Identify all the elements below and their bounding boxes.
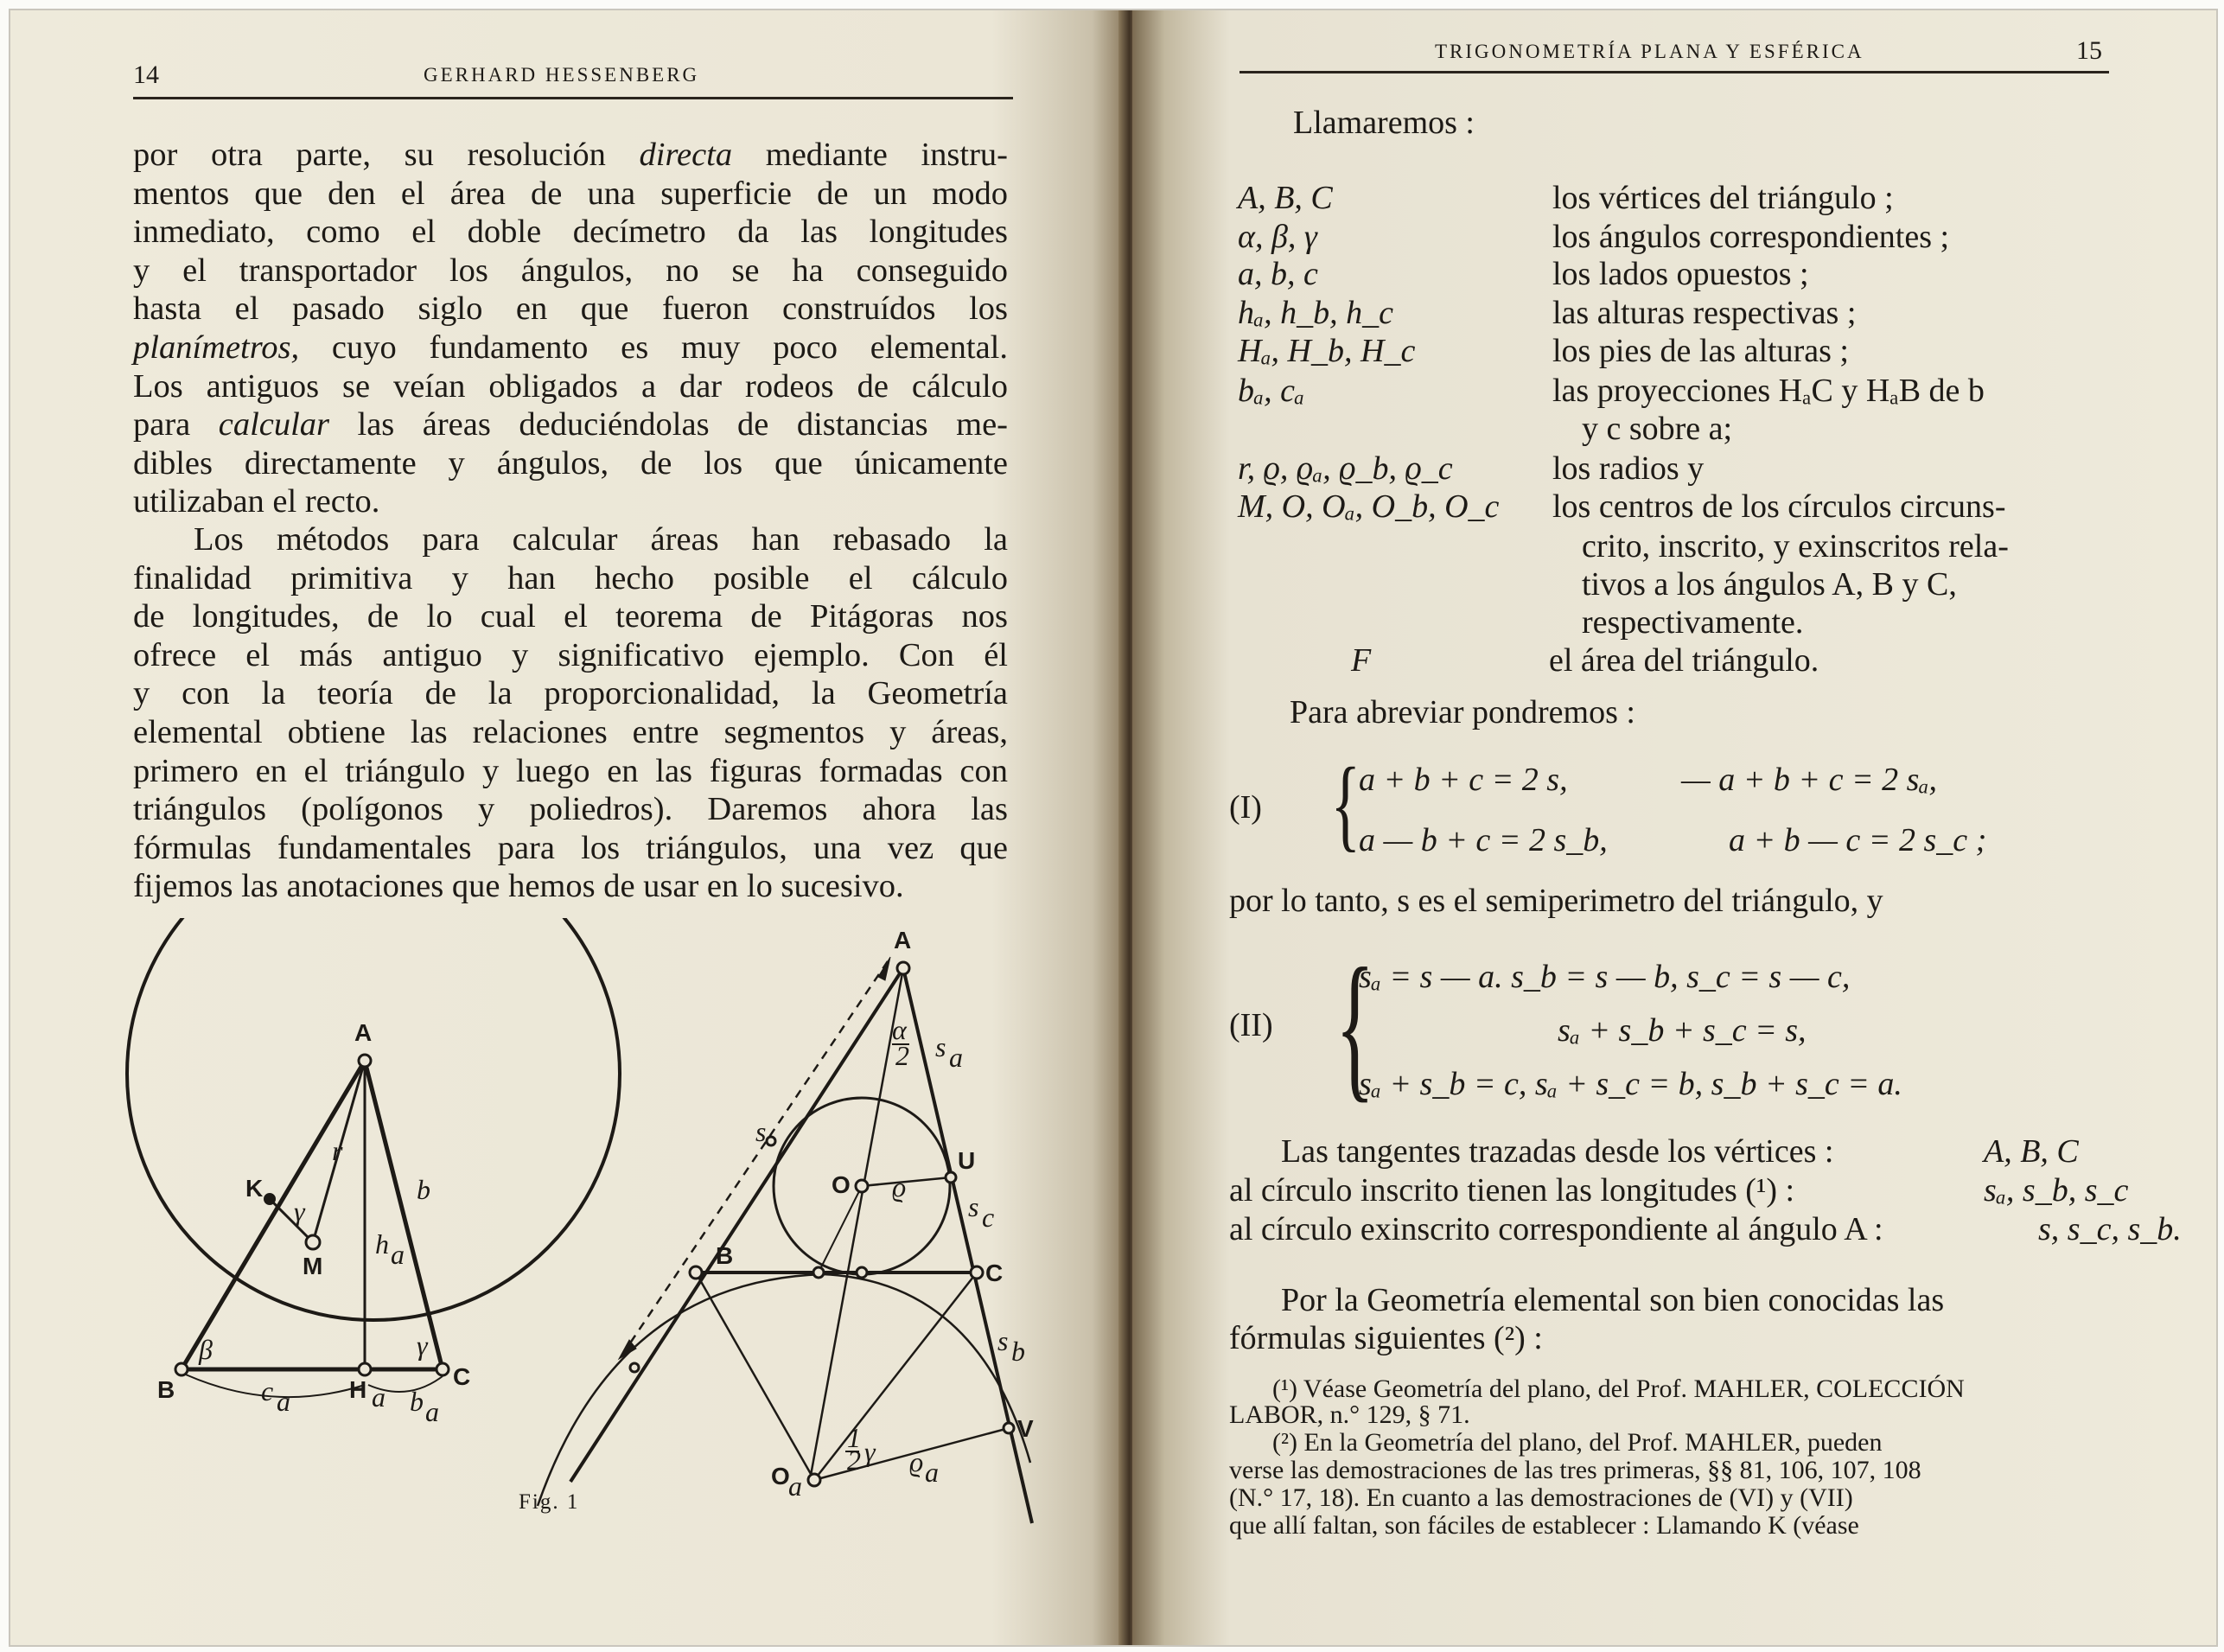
definition-symbols: A, B, C [1238,180,1333,216]
definition-symbols: bₐ, cₐ [1238,373,1305,409]
right-page [1132,10,2216,1645]
paragraph-2-line: de longitudes, de lo cual el teorema de Pitágoras nos [133,598,1008,635]
label-right-A: A [894,927,912,954]
italic-term: planímetros, [133,329,300,366]
label-left-ba: b [410,1386,424,1417]
paragraph-1-line [133,444,1008,482]
line-oa-b [696,1272,814,1480]
footnote-1-line1: (¹) Véase Geometría del plano, del Prof. MAHLER, COLECCIÓN [1272,1375,1965,1403]
eq2-line1: sₐ = s — a. s_b = s — b, s_c = s — c, [1359,959,1851,995]
paragraph-2-line: y con la teoría de la proporcionalidad, la Geometría [133,675,1008,712]
definition-text: tivos a los ángulos A, B y C, [1582,566,1957,603]
label-left-ca-sub: a [277,1386,290,1417]
page-number-left: 14 [133,61,159,89]
eq1-brace: { [1330,746,1361,861]
segment-km [270,1199,313,1242]
label-left-ba-sub: a [425,1396,439,1427]
paragraph-2-line: primero en el triángulo y luego en las figuras formadas con [133,752,1008,789]
text-run: y el transportador los ángulos, no se ha conseguido [133,252,1008,289]
eq1-line1-b: — a + b + c = 2 sₐ, [1681,762,1937,798]
footnote-2-line1: (²) En la Geometría del plano, del Prof. MAHLER, pueden [1272,1428,1883,1457]
label-right-s: s [755,1116,767,1147]
definition-text: el área del triángulo. [1549,642,1819,679]
side-ab-extended [570,968,903,1482]
running-head-left: GERHARD HESSENBERG [424,64,700,86]
tangentes-line1: Las tangentes trazadas desde los vértices : [1281,1133,1834,1170]
label-left-H: H [349,1376,367,1403]
definition-text: los lados opuestos ; [1552,256,1809,292]
eq2-line2: sₐ + s_b + s_c = s, [1558,1012,1807,1049]
tangentes-line3: al círculo exinscrito correspondiente al ángulo A : [1229,1211,1883,1247]
paragraph-1-line [133,136,1008,174]
paragraph-1-line [133,328,1008,367]
text-run: por otra parte, su resolución [133,137,640,173]
label-right-sc-sub: c [982,1202,995,1233]
definition-text: respectivamente. [1582,604,1804,641]
label-left-beta: β [199,1334,213,1365]
eq2-brace: { [1335,935,1375,1117]
label-right-sb-sub: b [1011,1336,1025,1367]
tangentes-line3-value: s, s_c, s_b. [2038,1211,2182,1247]
text-run: las áreas deduciéndolas de distancias me- [329,406,1009,443]
label-right-rho-a-sub: a [925,1457,939,1488]
label-right-Oa: O [771,1463,790,1489]
definition-symbols: hₐ, h_b, h_c [1238,295,1393,331]
definition-text: y c sobre a; [1582,411,1733,447]
paragraph-1-line [133,367,1008,405]
definition-symbols: r, ϱ, ϱₐ, ϱ_b, ϱ_c [1238,450,1453,487]
figure-1 [10,918,1125,1540]
italic-term: directa [639,137,733,173]
paragraph-2-line: fijemos las anotaciones que hemos de usar en lo sucesivo. [133,868,904,905]
definition-text: los radios y [1552,450,1705,487]
label-left-ha-sub: a [391,1239,405,1270]
left-page [10,10,1125,1645]
label-left-M: M [303,1253,323,1279]
text-run: para [133,406,219,443]
definition-symbols: α, β, γ [1238,219,1317,255]
footnote-2-line3: (N.° 17, 18). En cuanto a las demostraciones de (VI) y (VII) [1229,1483,1853,1512]
page-number-right: 15 [2076,36,2102,65]
label-left-B: B [157,1376,175,1403]
label-right-sa: s [935,1031,946,1062]
text-run: utilizaban el recto. [133,483,380,520]
paragraph-1-line [133,290,1008,328]
text-run: dibles directamente y ángulos, de los que únicamente [133,444,1008,482]
footnote-1-line2: LABOR, n.° 129, § 71. [1229,1400,1470,1429]
label-left-b: b [417,1174,430,1205]
label-left-A: A [354,1019,373,1046]
label-right-sb: s [997,1325,1009,1356]
paragraph-1-line [133,213,1008,251]
italic-term: calcular [218,406,330,443]
header-rule-left [133,97,1013,99]
label-half-gamma-num: 1 [847,1422,861,1453]
para-abreviar: Para abreviar pondremos : [1290,694,1635,730]
definition-symbols: F [1351,642,1372,679]
paragraph-1-line [133,482,1008,520]
label-alpha-half-den: 2 [895,1040,909,1071]
tangentes-line1-value: A, B, C [1984,1133,2079,1170]
definition-text: crito, inscrito, y exinscritos rela- [1582,528,2009,564]
definition-text: los centros de los círculos circuns- [1552,488,2006,525]
header-rule-right [1239,71,2109,73]
text-run: cuyo fundamento es muy poco elemental. [299,329,1008,366]
paragraph-1-line [133,252,1008,290]
definition-symbols: M, O, Oₐ, O_b, O_c [1238,488,1500,525]
label-left-K: K [245,1175,264,1202]
label-right-rho: ϱ [892,1171,907,1202]
label-left-C: C [453,1363,471,1390]
circumcircle [127,918,620,1320]
figure-circumscribed-triangle [127,918,620,1397]
label-left-ha: h [375,1228,389,1260]
line-oa-c [814,1272,977,1480]
text-run: inmediato, como el doble decímetro da las longitudes [133,214,1008,251]
definition-text: las proyecciones HₐC y HₐB de b [1552,373,1985,409]
paragraph-1-line [133,175,1008,213]
tangent-length-arrow [622,961,888,1355]
label-right-C: C [985,1260,1004,1286]
label-right-U: U [958,1147,976,1174]
label-right-B: B [716,1242,734,1269]
label-alpha-half-num: α [892,1014,907,1045]
paragraph-2-line: finalidad primitiva y han hecho posible el cálculo [133,559,1008,596]
paragraph-2-line: elemental obtiene las relaciones entre segmentos y áreas, [133,714,1008,750]
eq2-line3: sₐ + s_b = c, sₐ + s_c = b, s_b + s_c = a. [1359,1066,1902,1102]
label-right-V: V [1017,1415,1034,1442]
eq1-line2-a: a — b + c = 2 s_b, [1359,822,1608,858]
label-right-Oa-sub: a [788,1470,802,1502]
figure-caption: Fig. 1 [519,1490,580,1514]
label-half-gamma-den: 2 [847,1445,861,1476]
footnote-2-line2: verse las demostraciones de las tres primeras, §§ 81, 106, 107, 108 [1229,1456,1921,1484]
tangentes-line2: al círculo inscrito tienen las longitudes (¹) : [1229,1172,1795,1209]
eq1-line2-b: a + b — c = 2 s_c ; [1729,822,1987,858]
label-right-sa-sub: a [949,1042,963,1073]
text-run: hasta el pasado siglo en que fueron construídos los [133,290,1008,328]
paragraph-2-line: triángulos (polígonos y poliedros). Daremos ahora las [133,791,1008,828]
paragraph-2-line: fórmulas fundamentales para los triángulos, una vez que [133,829,1008,866]
text-run: mentos que den el área de una superficie de un modo [133,175,1008,212]
label-left-gamma1: γ [294,1196,305,1227]
paragraph-1-line [133,405,1008,443]
formulas-intro-line2: fórmulas siguientes (²) : [1229,1320,1543,1356]
formulas-intro-line1: Por la Geometría elemental son bien conocidas las [1281,1282,1945,1318]
definition-text: los vértices del triángulo ; [1552,180,1894,216]
footnote-2-line4: que allí faltan, son fáciles de establecer : Llamando K (véase [1229,1511,1859,1540]
definition-text: los ángulos correspondientes ; [1552,219,1950,255]
tangentes-line2-value: sₐ, s_b, s_c [1984,1172,2129,1209]
definition-symbols: Hₐ, H_b, H_c [1238,333,1416,369]
label-left-H-sub: a [372,1381,386,1413]
radius-rho [862,1177,951,1186]
eq1-line1-a: a + b + c = 2 s, [1359,762,1568,798]
label-left-r: r [332,1135,343,1166]
paragraph-2-line: Los métodos para calcular áreas han rebasado la [194,521,1008,558]
running-head-right: TRIGONOMETRÍA PLANA Y ESFÉRICA [1435,41,1864,62]
definition-text: las alturas respectivas ; [1552,295,1857,331]
paragraph-2-line: ofrece el más antiguo y significativo ejemplo. Con él [133,636,1008,673]
label-right-sc: s [968,1191,979,1222]
label-right-rho-a: ϱ [909,1446,924,1477]
llamaremos-label: Llamaremos : [1293,105,1475,141]
bisector-a [810,968,903,1480]
label-left-gamma2: γ [417,1330,428,1361]
eq1-label: (I) [1229,789,1262,826]
label-right-O: O [832,1171,851,1198]
text-run: mediante instru- [732,137,1009,173]
eq2-label: (II) [1229,1007,1273,1043]
semiperimetro-line: por lo tanto, s es el semiperimetro del triángulo, y [1229,883,1883,919]
label-half-gamma: γ [864,1436,876,1467]
text-run: Los antiguos se veían obligados a dar rodeos de cálculo [133,367,1008,405]
triangle-abc [182,1061,443,1369]
definition-symbols: a, b, c [1238,256,1318,292]
definition-text: los pies de las alturas ; [1552,333,1849,369]
book-spread [9,9,2218,1647]
label-left-ca: c [261,1375,274,1406]
